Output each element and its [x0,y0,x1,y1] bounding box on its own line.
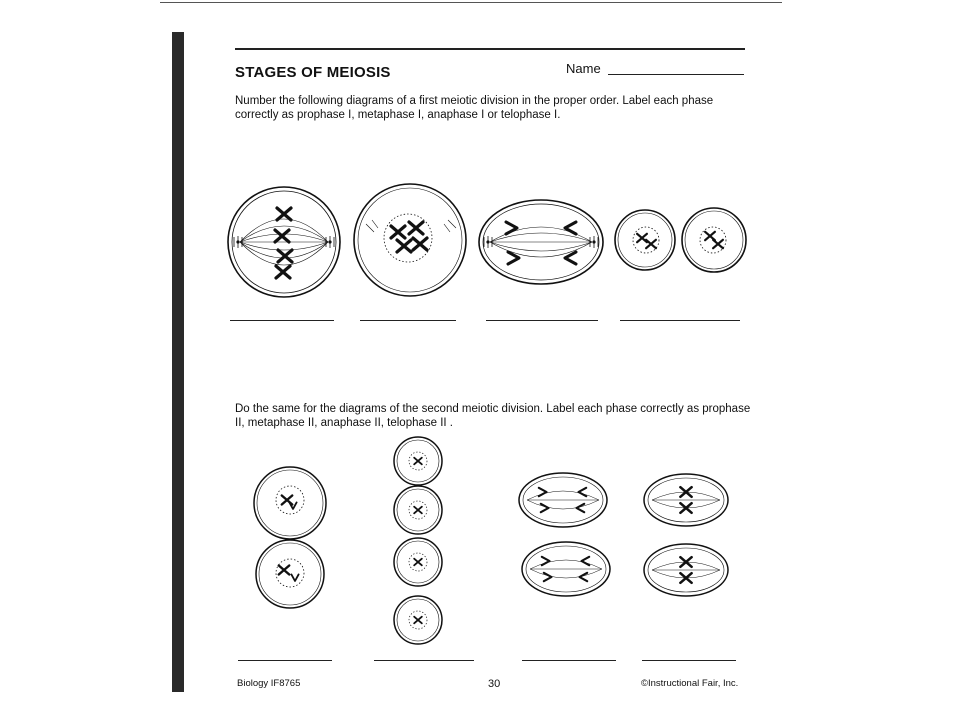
answer-line-m1-2[interactable] [360,320,456,321]
answer-line-m1-4[interactable] [620,320,740,321]
instructions-meiosis-2: Do the same for the diagrams of the second meiotic division. Label each phase correctly as prophase II, metaphase II, anaphase II, telophase II . [235,403,751,429]
answer-line-m1-3[interactable] [486,320,598,321]
answer-line-m2-4[interactable] [642,660,736,661]
meiosis2-cells-telophase [394,437,442,644]
meiosis1-cell-prophase [354,184,466,296]
footer-page-number: 30 [488,678,501,690]
meiosis2-cells-metaphase [644,474,728,596]
meiosis2-cells-prophase [254,467,326,608]
meiosis2-cells-anaphase [519,473,610,596]
name-label: Name [566,61,601,76]
meiosis1-cell-metaphase [228,187,340,297]
meiosis1-cell-telophase [615,208,746,272]
answer-line-m2-2[interactable] [374,660,474,661]
page-title: STAGES OF MEIOSIS [235,64,391,81]
answer-line-m1-1[interactable] [230,320,334,321]
meiosis1-cell-anaphase [479,200,603,284]
footer-book: Biology IF8765 [237,678,301,689]
answer-line-m2-1[interactable] [238,660,332,661]
instructions-meiosis-1: Number the following diagrams of a first meiotic division in the proper order. Label each phase correctly as prophase I, metaphase I, anaphase I or telophase I. [235,95,714,121]
answer-line-m2-3[interactable] [522,660,616,661]
footer-publisher: ©Instructional Fair, Inc. [641,678,739,689]
